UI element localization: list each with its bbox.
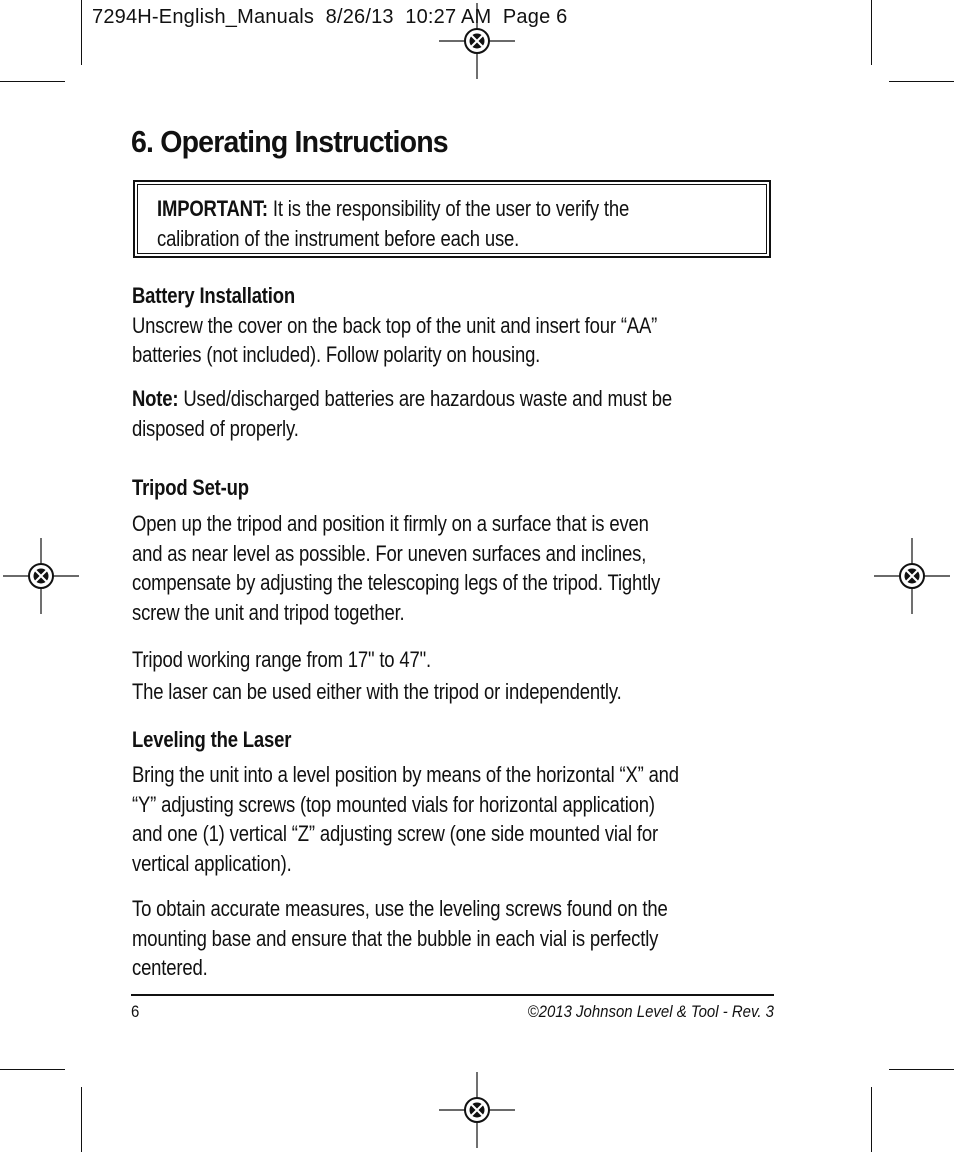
crop-mark-top-right-h [889,81,954,82]
tripod-paragraph [132,509,770,627]
important-notice-text [157,194,661,253]
leveling-line-4: vertical application). [132,850,292,876]
crop-mark-top-left-v [81,0,82,65]
important-label: IMPORTANT: [157,196,268,221]
battery-heading: Battery Installation [132,283,295,308]
crop-mark-bottom-left-h [0,1069,65,1070]
tripod-line-2: and as near level as possible. For uneven surfaces and inclines, [132,540,647,566]
crop-mark-top-left-h [0,81,65,82]
important-notice-box [133,180,771,258]
important-line-2: calibration of the instrument before each use. [157,225,520,251]
leveling-line-3: and one (1) vertical “Z” adjusting screw (one side mounted vial for [132,821,658,846]
footer-rule [131,994,774,996]
note-line-2: disposed of properly. [132,415,299,441]
page-title: 6. Operating Instructions [131,124,448,159]
note-line-1: Used/discharged batteries are hazardous waste and must be [183,386,673,411]
tripod-usage: The laser can be used either with the tripod or independently. [132,679,622,704]
battery-section [132,281,770,370]
tripod-line-1: Open up the tripod and position it firmly on a surface that is even [132,511,649,536]
crop-mark-bottom-right-v [871,1087,872,1152]
leveling-heading: Leveling the Laser [132,727,292,752]
printer-slug: 7294H-English_Manuals 8/26/13 10:27 AM Page 6 [92,6,568,28]
important-line-1: It is the responsibility of the user to verify the [272,196,630,221]
note-section [132,384,770,443]
battery-line-2: batteries (not included). Follow polarity on housing. [132,342,541,367]
leveling-paragraph-2 [132,894,770,983]
tripod-line-4: screw the unit and tripod together. [132,599,405,625]
leveling-paragraph-1 [132,760,770,878]
registration-mark-icon [437,1,517,81]
tripod-line-3: compensate by adjusting the telescoping legs of the tripod. Tightly [132,570,661,595]
registration-mark-icon [872,536,952,616]
registration-mark-icon [437,1070,517,1150]
tripod-heading: Tripod Set-up [132,475,249,500]
leveling-p2-line-1: To obtain accurate measures, use the leveling screws found on the [132,896,668,921]
leveling-line-2: “Y” adjusting screws (top mounted vials for horizontal application) [132,791,655,817]
battery-line-1: Unscrew the cover on the back top of the unit and insert four “AA” [132,312,658,338]
leveling-line-1: Bring the unit into a level position by means of the horizontal “X” and [132,762,679,787]
footer-copyright: ©2013 Johnson Level & Tool - Rev. 3 [527,1002,774,1021]
note-label: Note: [132,386,179,411]
footer-page-number: 6 [131,1002,140,1021]
leveling-p2-line-2: mounting base and ensure that the bubble in each vial is perfectly [132,925,659,951]
crop-mark-top-right-v [871,0,872,65]
tripod-range: Tripod working range from 17" to 47". [132,647,431,672]
leveling-p2-line-3: centered. [132,955,208,980]
crop-mark-bottom-left-v [81,1087,82,1152]
registration-mark-icon [1,536,81,616]
crop-mark-bottom-right-h [889,1069,954,1070]
